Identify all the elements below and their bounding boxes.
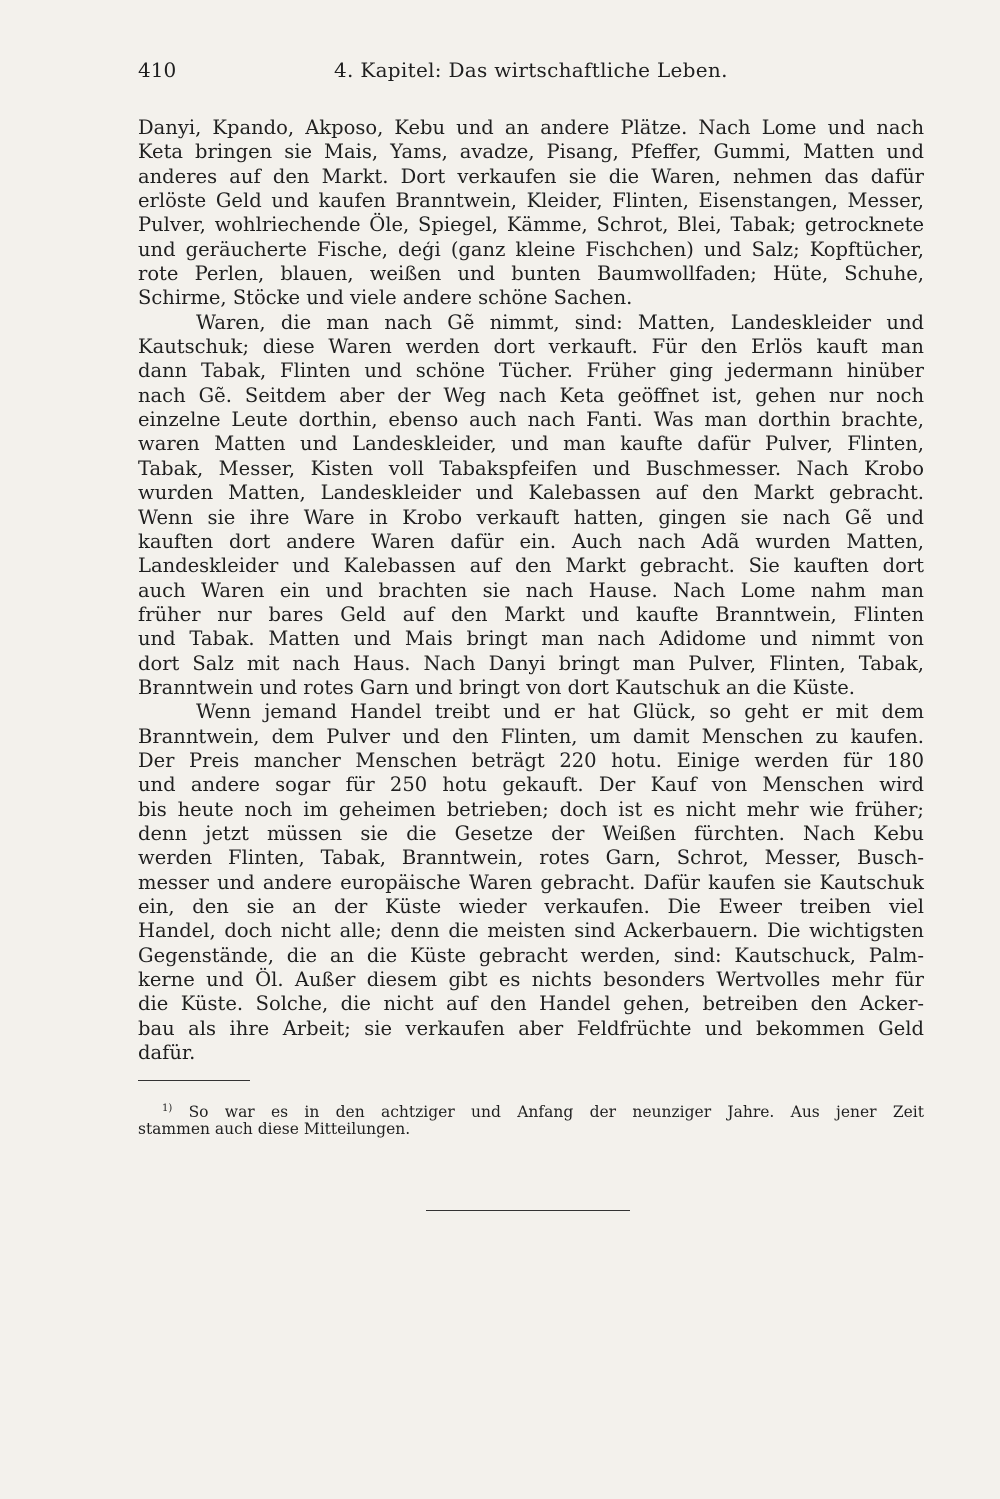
text-line: Wenn jemand Handel treibt und er hat Glück, so geht er mit dem [196,700,924,724]
footnote-separator [138,1080,250,1081]
text-line: Kautschuk; diese Waren werden dort verkauft. Für den Erlös kauft man [138,335,924,359]
footnote-line [138,1098,924,1119]
text-line: Tabak, Messer, Kisten voll Tabakspfeifen und Buschmesser. Nach Krobo [138,456,924,480]
text-line: bau als ihre Arbeit; sie verkaufen aber Feldfrüchte und bekommen Geld [138,1016,924,1040]
text-line: Wenn sie ihre Ware in Krobo verkauft hatten, gingen sie nach Gẽ und [138,505,924,529]
footnote-marker: 1) [162,1103,173,1114]
text-line: erlöste Geld und kaufen Branntwein, Kleider, Flinten, Eisenstangen, Messer, [138,189,924,213]
text-line: werden Flinten, Tabak, Branntwein, rotes Garn, Schrot, Messer, Busch- [138,846,924,870]
text-line: bis heute noch im geheimen betrieben; doch ist es nicht mehr wie früher; [138,797,924,821]
text-line: dafür. [138,1041,196,1065]
body-text [138,116,924,1065]
text-line: früher nur bares Geld auf den Markt und kaufte Branntwein, Flinten [138,602,924,626]
text-line: messer und andere europäische Waren gebracht. Dafür kaufen sie Kautschuk [138,870,924,894]
footnotes [138,1098,924,1140]
text-line: Schirme, Stöcke und viele andere schöne Sachen. [138,286,633,310]
text-line: die Küste. Solche, die nicht auf den Handel gehen, betreiben den Acker- [138,992,924,1016]
text-line: Handel, doch nicht alle; denn die meisten sind Ackerbauern. Die wichtigsten [138,919,924,943]
end-rule [426,1210,630,1211]
text-line: kauften dort andere Waren dafür ein. Auch nach Adã wurden Matten, [138,529,924,553]
text-line: und andere sogar für 250 hotu gekauft. Der Kauf von Menschen wird [138,773,924,797]
text-line: Landeskleider und Kalebassen auf den Markt gebracht. Sie kauften dort [138,554,924,578]
text-line: kerne und Öl. Außer diesem gibt es nichts besonders Wertvolles mehr für [138,968,924,992]
text-line: Pulver, wohlriechende Öle, Spiegel, Kämme, Schrot, Blei, Tabak; getrocknete [138,213,924,237]
text-line: denn jetzt müssen sie die Gesetze der Weißen fürchten. Nach Kebu [138,821,924,845]
footnote-text: So war es in den achtziger und Anfang der neunziger Jahre. Aus jener Zeit [188,1103,924,1121]
text-line: wurden Matten, Landeskleider und Kalebassen auf den Markt gebracht. [138,481,924,505]
text-line: dort Salz mit nach Haus. Nach Danyi bringt man Pulver, Flinten, Tabak, [138,651,924,675]
text-line: Gegenstände, die an die Küste gebracht werden, sind: Kautschuck, Palm- [138,943,924,967]
text-line: dann Tabak, Flinten und schöne Tücher. Früher ging jedermann hinüber [138,359,924,383]
text-line: ein, den sie an der Küste wieder verkaufen. Die Eweer treiben viel [138,895,924,918]
running-title: 4. Kapitel: Das wirtschaftliche Leben. [334,58,728,82]
text-line: auch Waren ein und brachten sie nach Hause. Nach Lome nahm man [138,578,924,602]
text-line: einzelne Leute dorthin, ebenso auch nach Fanti. Was man dorthin brachte, [138,408,924,432]
text-line: und geräucherte Fische, deģi (ganz kleine Fischchen) und Salz; Kopftücher, [138,237,924,261]
footnote-line: stammen auch diese Mitteilungen. [138,1120,411,1138]
text-line: Waren, die man nach Gẽ nimmt, sind: Matten, Landeskleider und [196,310,924,334]
text-line: Branntwein und rotes Garn und bringt von dort Kautschuk an die Küste. [138,675,855,699]
text-line: waren Matten und Landeskleider, und man kaufte dafür Pulver, Flinten, [138,432,924,456]
text-line: Der Preis mancher Menschen beträgt 220 hotu. Einige werden für 180 [138,748,924,772]
text-line: und Tabak. Matten und Mais bringt man nach Adidome und nimmt von [138,627,924,651]
page-number: 410 [138,58,177,82]
text-line: anderes auf den Markt. Dort verkaufen sie die Waren, nehmen das dafür [138,164,924,188]
text-line: rote Perlen, blauen, weißen und bunten Baumwollfaden; Hüte, Schuhe, [138,262,924,286]
text-line: Branntwein, dem Pulver und den Flinten, um damit Menschen zu kaufen. [138,724,924,748]
text-line: nach Gẽ. Seitdem aber der Weg nach Keta geöffnet ist, gehen nur noch [138,383,924,407]
text-line: Danyi, Kpando, Akposo, Kebu und an andere Plätze. Nach Lome und nach [138,116,924,139]
text-line: Keta bringen sie Mais, Yams, avadze, Pisang, Pfeffer, Gummi, Matten und [138,140,924,164]
page-header [138,58,924,88]
